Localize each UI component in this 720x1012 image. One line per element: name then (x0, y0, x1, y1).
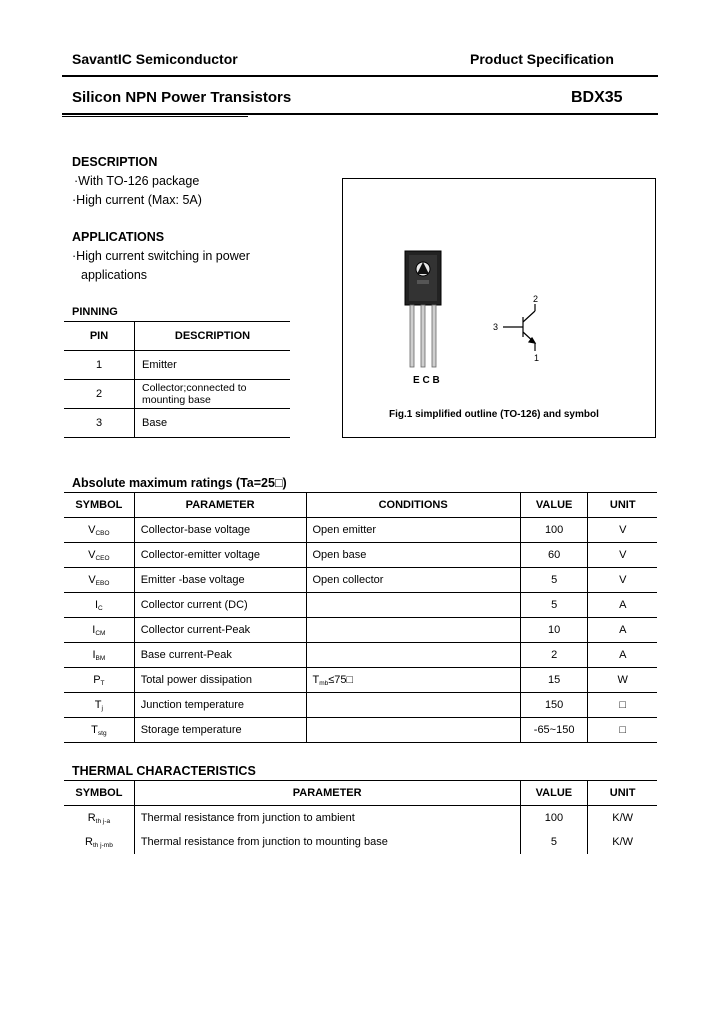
table-row (64, 718, 657, 743)
title-rule (62, 113, 658, 115)
parameter-cell: Collector current-Peak (134, 618, 306, 643)
symbol-letter: T (94, 698, 102, 711)
pinning-table (64, 321, 290, 438)
value-cell: 15 (520, 668, 588, 693)
pin-number: 1 (64, 351, 135, 380)
value-cell: 5 (520, 568, 588, 593)
unit-cell: V (588, 568, 657, 593)
conditions-cell (306, 593, 520, 618)
parameter-cell: Total power dissipation (134, 668, 306, 693)
thermal-table (64, 780, 657, 854)
header-rule (62, 75, 658, 77)
value-cell: 60 (520, 543, 588, 568)
symbol-subscript: j (101, 704, 103, 712)
symbol-pin-1: 1 (534, 353, 540, 363)
pinning-heading: PINNING (72, 306, 118, 318)
symbol-subscript: CBO (95, 529, 110, 537)
pin-desc-col-header: DESCRIPTION (135, 322, 291, 351)
symbol-cell (64, 618, 134, 643)
conditions-cell (306, 618, 520, 643)
parameter-cell: Thermal resistance from junction to ambient (134, 806, 520, 831)
parameter-cell: Base current-Peak (134, 643, 306, 668)
pin-description: Emitter (135, 351, 291, 380)
symbol-subscript: C (98, 604, 103, 612)
description-heading: DESCRIPTION (72, 155, 158, 169)
pin-description (135, 380, 291, 409)
symbol-letter: I (92, 623, 96, 636)
conditions-text: Open base (312, 548, 367, 561)
conditions-text: Open collector (312, 573, 384, 586)
unit-cell: A (588, 593, 657, 618)
conditions-text: T (312, 673, 320, 686)
pin-number: 2 (64, 380, 135, 409)
ratings-table (64, 492, 657, 743)
table-row (64, 618, 657, 643)
symbol-letter: I (94, 598, 99, 611)
package-and-symbol-drawing (343, 179, 655, 437)
col-parameter: PARAMETER (134, 781, 520, 806)
symbol-letter: R (87, 811, 96, 824)
applications-line-1: ·High current switching in power (72, 249, 250, 263)
npn-transistor-symbol (503, 304, 535, 351)
symbol-pin-2: 2 (533, 294, 539, 304)
table-row (64, 543, 657, 568)
col-unit: UNIT (588, 493, 657, 518)
table-row (64, 380, 290, 409)
pin-number: 3 (64, 409, 135, 438)
parameter-cell: Thermal resistance from junction to mounting base (134, 830, 520, 854)
symbol-subscript: T (100, 679, 105, 687)
package-pin-labels: E C B (413, 375, 440, 386)
symbol-letter: V (88, 523, 96, 536)
symbol-pin-3: 3 (493, 322, 499, 332)
symbol-cell (64, 643, 134, 668)
to126-package-image (405, 251, 441, 367)
table-row (64, 568, 657, 593)
symbol-letter: V (88, 573, 96, 586)
col-symbol: SYMBOL (64, 781, 134, 806)
symbol-cell (64, 718, 134, 743)
symbol-subscript: CM (95, 629, 106, 637)
parameter-cell: Collector-emitter voltage (134, 543, 306, 568)
symbol-cell (64, 543, 134, 568)
value-cell: 100 (520, 518, 588, 543)
parameter-cell: Junction temperature (134, 693, 306, 718)
conditions-cell (306, 668, 520, 693)
symbol-letter: P (93, 673, 101, 686)
col-value: VALUE (520, 781, 588, 806)
conditions-cell (306, 718, 520, 743)
description-item-1: ·With TO-126 package (74, 174, 200, 188)
table-row (64, 643, 657, 668)
conditions-suffix: ≤75□ (328, 673, 354, 686)
table-row (64, 409, 290, 438)
col-symbol: SYMBOL (64, 493, 134, 518)
symbol-subscript: stg (97, 729, 107, 737)
description-item-2: ·High current (Max: 5A) (72, 193, 202, 207)
conditions-cell (306, 543, 520, 568)
symbol-subscript: BM (95, 654, 106, 662)
unit-cell: K/W (612, 812, 634, 824)
conditions-text: Open emitter (312, 523, 377, 536)
conditions-cell (306, 693, 520, 718)
table-row (64, 806, 657, 831)
symbol-subscript: th j-mb (92, 841, 113, 849)
symbol-cell (64, 668, 134, 693)
symbol-subscript: EBO (95, 579, 110, 587)
conditions-subscript: mb (319, 679, 329, 687)
symbol-letter: R (85, 835, 93, 848)
table-row (64, 518, 657, 543)
page-title: Silicon NPN Power Transistors (72, 89, 292, 106)
value-cell: 5 (520, 830, 588, 854)
part-number: BDX35 (571, 89, 623, 106)
value-cell: 150 (520, 693, 588, 718)
symbol-letter: I (92, 648, 96, 661)
symbol-cell (64, 806, 134, 831)
symbol-cell (64, 568, 134, 593)
pin-description: Base (135, 409, 291, 438)
unit-cell: K/W (612, 836, 634, 848)
title-rule-short (62, 116, 248, 117)
value-cell: 5 (520, 593, 588, 618)
thermal-heading: THERMAL CHARACTERISTICS (72, 764, 256, 778)
figure-box (342, 178, 656, 438)
unit-cell: V (588, 518, 657, 543)
unit-cell: □ (588, 718, 657, 743)
company-name: SavantIC Semiconductor (72, 51, 238, 67)
conditions-cell (306, 518, 520, 543)
table-row (64, 693, 657, 718)
unit-cell: A (588, 643, 657, 668)
applications-heading: APPLICATIONS (72, 230, 165, 244)
symbol-subscript: th j-a (95, 817, 111, 825)
ratings-heading: Absolute maximum ratings (Ta=25□) (72, 476, 287, 490)
col-conditions: CONDITIONS (306, 493, 520, 518)
value-cell: 2 (520, 643, 588, 668)
symbol-cell (64, 593, 134, 618)
unit-cell: A (588, 618, 657, 643)
symbol-letter: V (88, 548, 96, 561)
figure-caption: Fig.1 simplified outline (TO-126) and symbol (389, 409, 599, 420)
col-unit: UNIT (588, 781, 657, 806)
value-cell: 100 (520, 806, 588, 831)
unit-cell: V (588, 543, 657, 568)
table-row (64, 593, 657, 618)
pin-col-header: PIN (64, 322, 135, 351)
value-cell: -65~150 (520, 718, 588, 743)
conditions-cell (306, 643, 520, 668)
table-row (64, 830, 657, 854)
pin-description-line-2: mounting base (142, 394, 211, 406)
applications-line-2: applications (81, 268, 148, 282)
col-parameter: PARAMETER (134, 493, 306, 518)
symbol-letter: T (91, 723, 98, 736)
symbol-subscript: CEO (95, 554, 110, 562)
col-value: VALUE (520, 493, 588, 518)
symbol-cell (64, 693, 134, 718)
table-row (64, 668, 657, 693)
parameter-cell: Emitter -base voltage (134, 568, 306, 593)
symbol-cell (64, 830, 134, 854)
unit-cell: W (588, 668, 657, 693)
parameter-cell: Storage temperature (134, 718, 306, 743)
conditions-cell (306, 568, 520, 593)
symbol-cell (64, 518, 134, 543)
parameter-cell: Collector-base voltage (134, 518, 306, 543)
table-row (64, 351, 290, 380)
doc-type: Product Specification (470, 51, 614, 67)
unit-cell: □ (588, 693, 657, 718)
parameter-cell: Collector current (DC) (134, 593, 306, 618)
pin-description-line-1: Collector;connected to (142, 382, 247, 394)
value-cell: 10 (520, 618, 588, 643)
